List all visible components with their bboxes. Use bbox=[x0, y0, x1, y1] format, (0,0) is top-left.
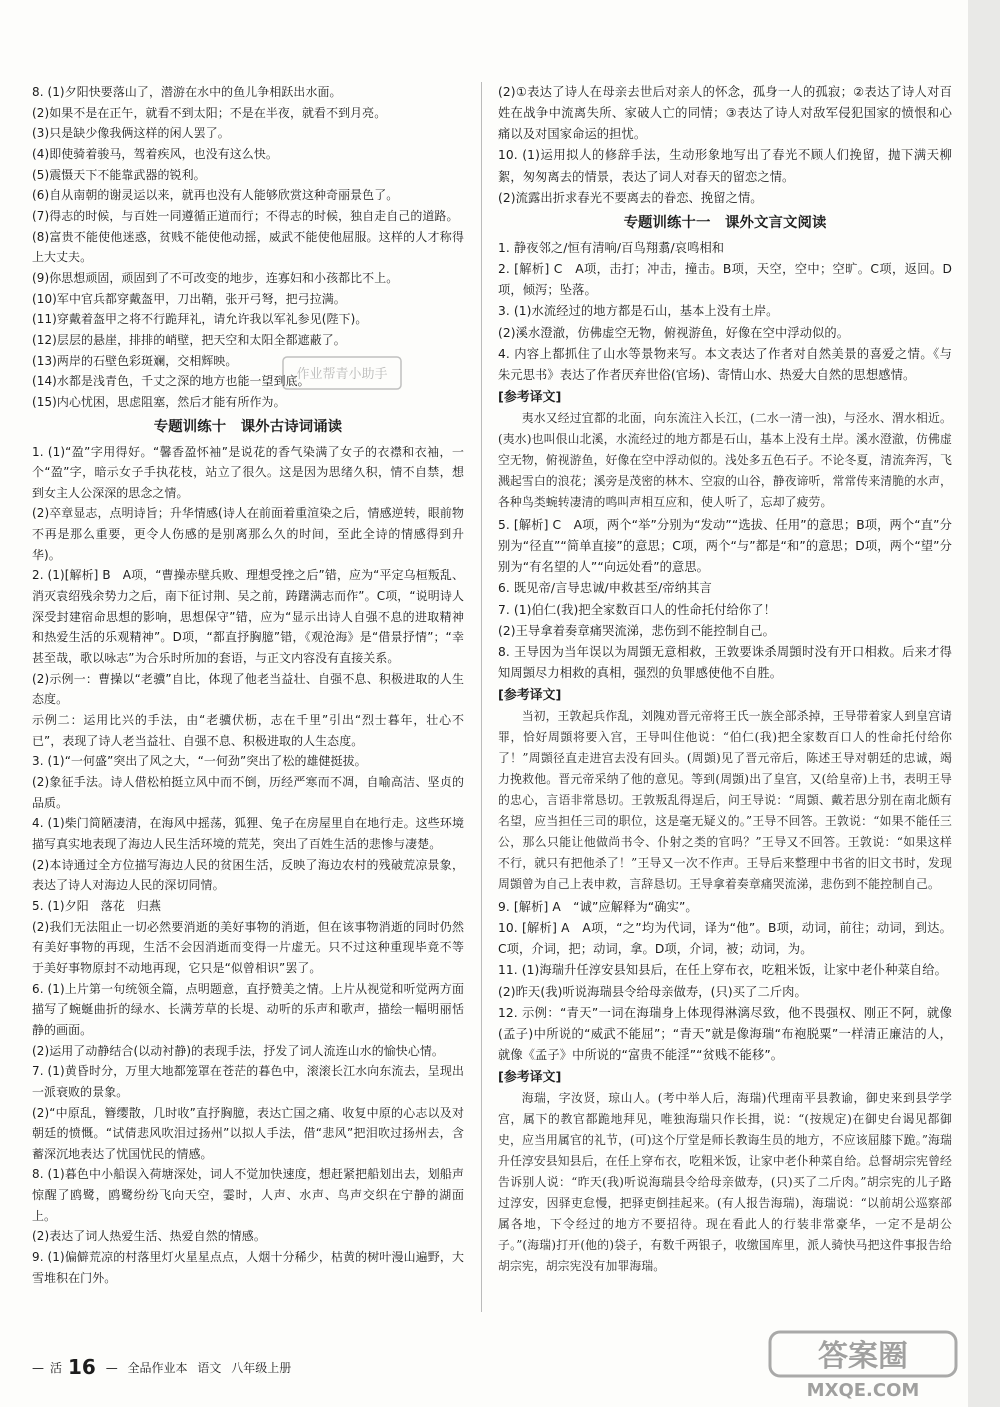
reference-translation: 夷水又经过宜都的北面，向东流注入长江，(二水一清一浊)，与泾水、渭水相近。(夷水)也叫佷山北溪，水流经过的地方都是石山，基本上没有土岸。溪水澄澈，仿佛虚空无物，俯视游鱼，好像在空中浮动似的。浅处多五色石子。不论冬夏，清流奔泻，飞溅起雪白的浪花；溪旁是茂密的林木、空寂的山谷，静夜谛听，常常传来清脆的水声，各种鸟类蜿转凄清的鸣叫声相互应和，使人听了，忘却了疲劳。 bbox=[498, 411, 952, 509]
answer-line: 2. [解析] C A项，击打；冲击，撞击。B项，天空，空中；空旷。C项，返回。D项，倾泻；坠落。 bbox=[498, 262, 952, 298]
answer-line: 5. [解析] C A项，两个“举”分别为“发动”“选拔、任用”的意思；B项，两个“直”分别为“径直”“简单直接”的意思；C项，两个“与”都是“和”的意思；D项，两个“望”分别为“有名望的人”“向远处看”的意思。 bbox=[498, 517, 952, 575]
footer-dash-left: — bbox=[32, 1361, 44, 1375]
section-heading: 专题训练十 课外古诗词诵读 bbox=[153, 418, 343, 435]
right-column bbox=[498, 82, 952, 1311]
answer-line: (8)富贵不能使他迷惑，贫贱不能使他动摇，威武不能使他屈服。这样的人才称得上大丈夫。 bbox=[32, 229, 464, 265]
reference-translation-label: [参考译文] bbox=[498, 390, 562, 406]
answer-line: (2)王导拿着奏章痛哭流涕，悲伤到不能控制自己。 bbox=[498, 623, 776, 638]
column-divider bbox=[481, 82, 482, 1312]
answer-line: 8. (1)暮色中小船误入荷塘深处，词人不觉加快速度，想赶紧把船划出去，划船声惊醒了鸥鹭，鸥鹭纷纷飞向天空，霎时，人声、水声、鸟声交织在宁静的湖面上。 bbox=[32, 1167, 464, 1223]
answer-line: 1. (1)“盈”字用得好。“馨香盈怀袖”是说花的香气染满了女子的衣襟和衣袖，一个“盈”字，暗示女子手执花枝，站立了很久。这是因为思绪久积，情不自禁，想到女主人公深深的思念之情。 bbox=[32, 444, 464, 500]
helper-stamp bbox=[282, 356, 402, 390]
section-heading: 专题训练十一 课外文言文阅读 bbox=[623, 214, 827, 231]
answer-line: (6)自从南朝的谢灵运以来，就再也没有人能够欣赏这种奇丽景色了。 bbox=[32, 188, 399, 203]
answer-line: (10)军中官兵都穿戴盔甲，刀出鞘，张开弓弩，把弓拉满。 bbox=[32, 291, 346, 306]
reference-translation-label: [参考译文] bbox=[498, 688, 562, 704]
answer-line: 8. 王导因为当年误以为周顗无意相救，王敦要诛杀周顗时没有开口相救。后来才得知周顗尽力相救的真相，强烈的负罪感使他不自胜。 bbox=[498, 644, 952, 681]
answer-line: 6. 既见帝/言导忠诚/申救甚至/帝纳其言 bbox=[498, 581, 712, 596]
answer-line: (2)昨天(我)听说海瑞县令给母亲做寿，(只)买了二斤肉。 bbox=[498, 984, 807, 999]
answer-line: (15)内心忧困，思虑阻塞，然后才能有所作为。 bbox=[32, 394, 286, 409]
answer-line: 9. (1)偏僻荒凉的村落里灯火星星点点，人烟十分稀少，枯黄的树叶漫山遍野，大雪堆积在门外。 bbox=[32, 1250, 464, 1285]
answer-line: (2)我们无法阻止一切必然要消逝的美好事物的消逝，但在该事物消逝的同时仍然有美好事物的再现，生活不会因消逝而变得一片虚无。只不过这种重现毕竟不等于美好事物原封不动地再现，它只是“似曾相识”罢了。 bbox=[32, 919, 464, 975]
answer-line: (7)得志的时候，与百姓一同遵循正道而行；不得志的时候，独自走自己的道路。 bbox=[32, 208, 459, 223]
answer-line: 11. (1)海瑞升任淳安县知县后，在任上穿布衣，吃粗米饭，让家中老仆种菜自给。 bbox=[498, 963, 947, 978]
answer-line: (2)流露出折求春光不要离去的眷恋、挽留之情。 bbox=[498, 190, 763, 205]
watermark-url: MXQE.COM bbox=[806, 1380, 920, 1400]
scan-edge bbox=[968, 0, 1000, 1407]
page-footer bbox=[32, 1355, 297, 1379]
reference-translation-label: [参考译文] bbox=[498, 1070, 562, 1086]
answer-line: (12)层层的悬崖，排排的峭壁，把天空和太阳全都遮蔽了。 bbox=[32, 332, 346, 347]
answer-line: (2)本诗通过全方位描写海边人民的贫困生活，反映了海边农村的残破荒凉景象，表达了诗人对海边人民的深切同情。 bbox=[32, 857, 464, 893]
answer-line: (11)穿戴着盔甲之将不行跪拜礼，请允许我以军礼参见(陛下)。 bbox=[32, 312, 368, 327]
answer-line: (2)表达了词人热爱生活、热爱自然的情感。 bbox=[32, 1229, 266, 1244]
answer-line: (3)只是缺少像我俩这样的闲人罢了。 bbox=[32, 126, 230, 141]
left-column bbox=[32, 82, 464, 1311]
answer-line: 8. (1)夕阳快要落山了，潜游在水中的鱼儿争相跃出水面。 bbox=[32, 85, 342, 99]
reference-translation: 海瑞，字汝贤，琼山人。(考中举人后，海瑞)代理南平县教谕，御史来到县学学宫，属下的教官都跪地拜见，唯独海瑞只作长揖，说：“(按规定)在御史台谒见都御史，应当用属官的礼节，(可)这个厅堂是师长教诲生员的地方，不应该屈膝下跪。”海瑞升任淳安县知县后，在任上穿布衣，吃粗米饭，让家中老仆种菜自给。总督胡宗宪曾经告诉别人说：“昨天(我)听说海瑞县令给母亲做寿，(只)买了二斤肉。”胡宗宪的儿子路过淳安，因驿吏怠慢，把驿吏倒挂起来。(有人报告海瑞)，海瑞说：“以前胡公巡察部属各地，下令经过的地方不要招待。现在看此人的行装非常豪华，一定不是胡公子。”(海瑞)打开(他的)袋子，有数千两银子，收缴国库里，派人骑快马把这件事报告给胡宗宪，胡宗宪没有加罪海瑞。 bbox=[498, 1091, 952, 1273]
answer-line: 10. [解析] A A项，“之”均为代词，译为“他”。B项，动词，前往；动词，到达。C项，介词，把；动词，拿。D项，介词，被；动词，为。 bbox=[498, 921, 952, 957]
answer-line: (2)示例一：曹操以“老骥”自比，体现了他老当益壮、自强不息、积极进取的人生态度。 bbox=[32, 671, 464, 707]
answer-line: (2)溪水澄澈，仿佛虚空无物，俯视游鱼，好像在空中浮动似的。 bbox=[498, 325, 850, 340]
watermark-logo bbox=[768, 1330, 958, 1400]
page-prefix: 活 bbox=[50, 1361, 63, 1375]
reference-translation: 当初，王敦起兵作乱，刘隗劝晋元帝将王氏一族全部杀掉，王导带着家人到皇宫请罪，恰好周顗将要入宫，王导叫住他说：“伯仁(我)把全家数百口人的性命托付给你了！”周顗径直走进宫去没有回头。(周顗)见了晋元帝后，陈述王导对朝廷的忠诚，竭力挽救他。晋元帝采纳了他的意见。等到(周顗)出了皇宫，又(给皇帝)上书，表明王导的忠心，言语非常恳切。王敦叛乱得逞后，问王导说：“周顗、戴若思分别在南北颇有名望，应当担任三司的职位，这是毫无疑义的。”王导不回答。王敦说：“如果不能任三公，那么只能让他做尚书令、仆射之类的官吗？”王导又不回答。王敦说：“如果这样不行，就只有把他杀了！”王导又一次不作声。王导后来整理中书省的旧文书时，发现周顗曾为自己上表申救，言辞恳切。王导拿着奏章痛哭流涕，悲伤到不能控制自己。 bbox=[498, 709, 952, 891]
watermark-text: 答案圈 bbox=[818, 1339, 908, 1374]
footer-book-title: 全品作业本 bbox=[127, 1361, 188, 1375]
answer-line: 3. (1)水流经过的地方都是石山，基本上没有土岸。 bbox=[498, 304, 779, 319]
answer-line: (14)水都是浅青色，千丈之深的地方也能一望到底。 bbox=[32, 374, 310, 389]
answer-line: 2. (1)[解析] B A项，“曹操赤壁兵败、理想受挫之后”错，应为“平定乌桓叛乱、消灭袁绍残余势力之后，南下征讨荆、吴之前，踌躇满志而作”。C项，“说明诗人深受封建宿命思想的影响，思想保守”错，应为“显示出诗人自强不息的进取精神和热爱生活的乐观精神”。D项，“都直抒胸臆”错，《观沧海》是“借景抒情”；“幸甚至哉，歌以咏志”为合乐时所加的套语，与正文内容没有直接关系。 bbox=[32, 568, 464, 666]
footer-dash-right: — bbox=[105, 1361, 118, 1375]
answer-line: (2)“中原乱，簪缨散，几时收”直抒胸臆，表达亡国之痛、收复中原的心志以及对朝廷的愤慨。“试倩悲风吹泪过扬州”以拟人手法，借“悲风”把泪吹过扬州去，含蓄深沉地表达了忧国忧民的情感。 bbox=[32, 1105, 464, 1161]
answer-line: (2)象征手法。诗人借松柏挺立风中而不倒，历经严寒而不凋，自喻高洁、坚贞的品质。 bbox=[32, 775, 464, 810]
stamp-text: 作业帮青小助手 bbox=[296, 367, 388, 382]
answer-line: (5)震慑天下不能靠武器的锐利。 bbox=[32, 167, 206, 182]
answer-line: 1. 静夜邻之/恒有清响/百鸟翔翥/哀鸣相和 bbox=[498, 240, 725, 255]
answer-line: 4. (1)柴门简陋凄清，在海风中摇荡，狐狸、兔子在房屋里自在地行走。这些环境描写真实地表现了海边人民生活环境的荒芜，突出了百姓生活的悲惨与凄楚。 bbox=[32, 816, 464, 851]
page-number: 16 bbox=[68, 1355, 96, 1379]
answer-line: (2)①表达了诗人在母亲去世后对亲人的怀念，孤身一人的孤寂；②表达了诗人对百姓在战争中流离失所、家破人亡的同情；③表达了诗人对敌军侵犯国家的愤恨和心痛以及对国家命运的担忧。 bbox=[498, 85, 952, 142]
answer-line: 12. 示例：“青天”一词在海瑞身上体现得淋漓尽致，他不畏强权、刚正不阿，就像(孟子)中所说的“威武不能屈”；“青天”就是像海瑞“布袍脱粟”一样清正廉洁的人，就像《孟子》中所说的“富贵不能淫”“贫贱不能移”。 bbox=[498, 1005, 952, 1063]
answer-line: (2)卒章显志，点明诗旨；升华情感(诗人在前面着重渲染之后，情感逆转，眼前物不再是那么重要，更令人伤感的是别离那么久的时间，至此全诗的情感得到升华)。 bbox=[32, 506, 464, 562]
answer-line: 4. 内容上都抓住了山水等景物来写。本文表达了作者对自然美景的喜爱之情。《与朱元思书》表达了作者厌弃世俗(官场)、寄情山水、热爱大自然的思想感情。 bbox=[498, 346, 952, 382]
answer-line: (4)即使骑着骏马，驾着疾风，也没有这么快。 bbox=[32, 146, 278, 161]
answer-line: (2)运用了动静结合(以动衬静)的表现手法，抒发了词人流连山水的愉快心情。 bbox=[32, 1043, 444, 1058]
answer-line: 9. [解析] A “诚”应解释为“确实”。 bbox=[498, 899, 698, 914]
footer-subject: 语文 bbox=[197, 1361, 222, 1375]
answer-line: (9)你思想顽固，顽固到了不可改变的地步，连寡妇和小孩都比不上。 bbox=[32, 270, 399, 285]
answer-line: 6. (1)上片第一句统领全篇，点明题意，直抒赞美之情。上片从视觉和听觉两方面描写了蜿蜒曲折的绿水、长满芳草的长堤、动听的乐声和歌声，描绘一幅明丽恬静的画面。 bbox=[32, 981, 464, 1037]
answer-line: 10. (1)运用拟人的修辞手法，生动形象地写出了春光不顾人们挽留，抛下满天柳絮，匆匆离去的情景，表达了词人对春天的留恋之情。 bbox=[498, 148, 952, 184]
answer-line: (2)如果不是在正午，就看不到太阳；不是在半夜，就看不到月亮。 bbox=[32, 105, 387, 120]
answer-line: 5. (1)夕阳 落花 归燕 bbox=[32, 898, 161, 913]
footer-grade: 八年级上册 bbox=[231, 1361, 292, 1375]
answer-line: 示例二：运用比兴的手法，由“老骥伏枥，志在千里”引出“烈士暮年，壮心不已”，表现了诗人老当益壮、自强不息、积极进取的人生态度。 bbox=[32, 713, 464, 748]
answer-line: 3. (1)“一何盛”突出了风之大，“一何劲”突出了松的雄健挺拔。 bbox=[32, 754, 367, 769]
answer-line: 7. (1)黄昏时分，万里大地都笼罩在苍茫的暮色中，滚滚长江水向东流去，呈现出一派衰败的景象。 bbox=[32, 1064, 464, 1099]
answer-line: 7. (1)伯仁(我)把全家数百口人的性命托付给你了！ bbox=[498, 602, 776, 617]
answer-line: (13)两岸的石壁色彩斑斓，交相辉映。 bbox=[32, 353, 238, 368]
